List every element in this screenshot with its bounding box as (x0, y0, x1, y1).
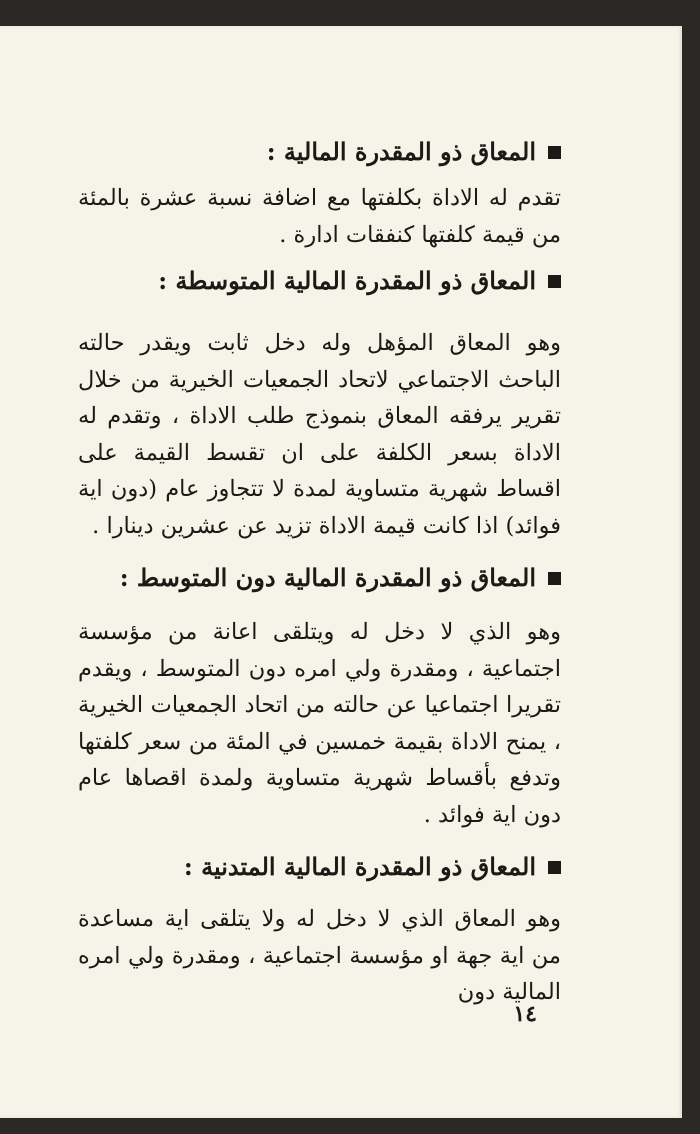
section-heading-text: المعاق ذو المقدرة المالية المتدنية : (183, 852, 536, 881)
section-low-ability (78, 849, 561, 1011)
square-bullet-icon (548, 146, 561, 159)
section-paragraph: وهو المعاق الذي لا دخل له ولا يتلقى اية مساعدة من اية جهة او مؤسسة اجتماعية ، ومقدرة ولي امره المالية دون (78, 906, 561, 1005)
section-heading (78, 849, 561, 885)
square-bullet-icon (548, 861, 561, 874)
section-heading-text: المعاق ذو المقدرة المالية : (266, 137, 536, 166)
page-content (78, 134, 561, 1023)
document-page (0, 26, 682, 1118)
section-heading-text: المعاق ذو المقدرة المالية دون المتوسط : (119, 563, 536, 592)
section-heading-text: المعاق ذو المقدرة المالية المتوسطة : (158, 266, 536, 295)
square-bullet-icon (548, 572, 561, 585)
section-paragraph: تقدم له الاداة بكلفتها مع اضافة نسبة عشرة بالمئة من قيمة كلفتها كنفقات ادارة . (78, 185, 561, 248)
section-below-average-ability (78, 560, 561, 833)
section-financial-ability (78, 134, 561, 253)
section-average-ability (78, 263, 561, 544)
page-number: ١٤ (513, 1001, 537, 1027)
section-heading (78, 560, 561, 596)
square-bullet-icon (548, 275, 561, 288)
section-paragraph: وهو المعاق المؤهل وله دخل ثابت ويقدر حالته الباحث الاجتماعي لاتحاد الجمعيات الخيرية من خلال تقرير يرفقه المعاق بنموذج طلب الاداة ، وتقدم له الاداة بسعر الكلفة على ان تقسط القيمة على اقساط شهرية متساوية لمدة لا تتجاوز عام (دون اية فوائد) اذا كانت قيمة الاداة تزيد عن عشرين دينارا . (78, 330, 561, 539)
section-paragraph: وهو الذي لا دخل له ويتلقى اعانة من مؤسسة اجتماعية ، ومقدرة ولي امره دون المتوسط ، ويقدم تقريرا اجتماعيا عن حالته من اتحاد الجمعيات الخيرية ، يمنح الاداة بقيمة خمسين في المئة من سعر كلفتها وتدفع بأقساط شهرية متساوية ولمدة اقصاها عام دون اية فوائد . (78, 619, 561, 828)
section-heading (78, 134, 561, 170)
section-heading (78, 263, 561, 299)
